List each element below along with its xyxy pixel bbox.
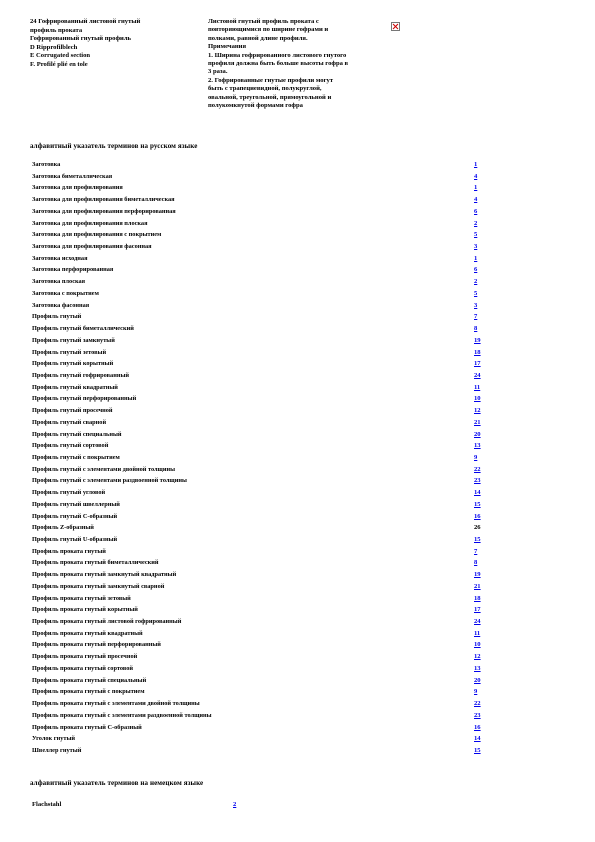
definition-line: полукомкнутой формами гофра xyxy=(208,102,303,110)
index-term: Профиль гнутый гофрированный xyxy=(32,371,129,379)
index-row xyxy=(30,570,490,582)
index-row xyxy=(30,594,490,606)
definition-line: Примечания xyxy=(208,43,247,51)
index-row xyxy=(30,652,490,664)
index-page-link[interactable]: 6 xyxy=(474,207,478,215)
term-name-line: 24 Гофрированный листовой гнутый xyxy=(30,18,141,25)
term-name-line: D Ripprofilblech xyxy=(30,43,78,51)
index-row xyxy=(30,254,490,266)
index-term: Профиль проката гнутый xyxy=(32,547,106,555)
index-row xyxy=(30,207,490,219)
definition-line: повторяющимися по ширине гофрами и xyxy=(208,26,329,34)
index-page-link[interactable]: 2 xyxy=(474,219,478,227)
index-row xyxy=(30,172,490,184)
index-term: Заготовка xyxy=(32,161,61,168)
index-page-link[interactable]: 17 xyxy=(474,606,481,614)
index-row xyxy=(30,195,490,207)
definition-line: овальной, треугольной, прямоугольной и xyxy=(208,93,332,101)
index-term: Профиль гнутый просечной xyxy=(32,407,113,415)
index-term: Профиль проката гнутый биметаллический xyxy=(32,559,159,567)
index-row xyxy=(30,383,490,395)
index-page-link[interactable]: 10 xyxy=(474,641,481,649)
index-row xyxy=(30,699,490,711)
index-term: Заготовка перфорированная xyxy=(32,266,114,274)
index-page-link[interactable]: 19 xyxy=(474,336,481,344)
index-row xyxy=(30,371,490,383)
definition-line: Листовой гнутый профиль проката с xyxy=(208,18,319,25)
index-row xyxy=(30,488,490,500)
index-term: Профиль проката гнутый с элементами двойной толщины xyxy=(32,700,200,708)
term-entry xyxy=(30,18,570,136)
index-row xyxy=(30,219,490,231)
index-row xyxy=(30,523,490,535)
term-name-line: Гофрированный гнутый профиль xyxy=(30,35,132,43)
index-ru-table xyxy=(30,160,490,758)
index-page-link[interactable]: 15 xyxy=(474,536,481,543)
index-page-link[interactable]: 6 xyxy=(474,266,478,274)
index-term: Заготовка плоская xyxy=(32,278,86,286)
index-term: Профиль проката гнутый корытный xyxy=(32,606,138,614)
index-term: Профиль проката гнутый квадратный xyxy=(32,629,143,637)
index-row xyxy=(30,324,490,336)
index-page-link[interactable]: 24 xyxy=(474,371,481,379)
index-term: Заготовка исходная xyxy=(32,254,88,262)
index-page-link[interactable]: 3 xyxy=(474,301,478,309)
index-page-link[interactable]: 5 xyxy=(474,289,478,297)
index-ru-heading: алфавитный указатель терминов на русском языке xyxy=(30,142,198,150)
index-term: Заготовка для профилирования плоская xyxy=(32,219,148,227)
index-row xyxy=(30,406,490,418)
index-row xyxy=(30,512,490,524)
index-term: Профиль гнутый с элементами раздвоенной толщины xyxy=(32,477,187,485)
index-row xyxy=(30,242,490,254)
index-page-link[interactable]: 20 xyxy=(474,430,481,438)
index-row xyxy=(30,441,490,453)
index-term: Заготовка для профилирования xyxy=(32,184,123,192)
index-page-link[interactable]: 23 xyxy=(474,477,481,485)
index-term: Профиль гнутый зетовый xyxy=(32,348,107,356)
term-entry-definition xyxy=(208,18,390,110)
index-page-link[interactable]: 3 xyxy=(474,243,478,251)
index-term: Профиль проката гнутый С-образный xyxy=(32,723,142,731)
index-page-link[interactable]: 1 xyxy=(474,254,478,262)
index-row xyxy=(30,723,490,735)
index-page-link[interactable]: 24 xyxy=(474,618,481,626)
index-page-link[interactable]: 19 xyxy=(474,571,481,579)
index-page-link[interactable]: 4 xyxy=(474,172,478,180)
index-term: Заготовка для профилирования перфорированная xyxy=(32,207,176,215)
definition-line: 2. Гофрированные гнутые профили могут xyxy=(208,76,334,84)
index-row xyxy=(30,676,490,688)
index-row xyxy=(30,348,490,360)
index-page-link[interactable]: 10 xyxy=(474,395,481,403)
term-name-line: E Corrugated section xyxy=(30,52,91,60)
index-term: Профиль гнутый замкнутый xyxy=(32,336,115,344)
index-page-link[interactable]: 1 xyxy=(474,184,478,192)
index-term: Заготовка с покрытием xyxy=(32,289,99,297)
index-de-heading: алфавитный указатель терминов на немецком языке xyxy=(30,779,204,787)
index-term: Профиль проката гнутый зетовый xyxy=(32,594,131,602)
index-row xyxy=(30,465,490,477)
index-page-link[interactable]: 4 xyxy=(474,196,478,204)
index-page-link[interactable]: 21 xyxy=(474,418,481,426)
index-row xyxy=(30,183,490,195)
index-term: Уголок гнутый xyxy=(32,735,76,743)
index-term: Швеллер гнутый xyxy=(32,746,82,754)
index-term: Профиль гнутый с элементами двойной толщины xyxy=(32,465,176,473)
index-page-link[interactable]: 9 xyxy=(474,688,478,696)
index-row xyxy=(30,230,490,242)
index-term: Профиль гнутый перфорированный xyxy=(32,395,137,403)
index-page-link[interactable]: 15 xyxy=(474,500,481,508)
index-page-link[interactable]: 23 xyxy=(474,711,481,719)
index-page-link[interactable]: 7 xyxy=(474,547,478,555)
index-page-link[interactable]: 13 xyxy=(474,664,481,672)
index-row xyxy=(30,500,490,512)
term-name-line: профиль проката xyxy=(30,26,83,34)
index-row xyxy=(30,453,490,465)
index-term: Заготовка для профилирования с покрытием xyxy=(32,231,162,239)
index-page-link[interactable]: 17 xyxy=(474,360,481,368)
broken-image-icon xyxy=(391,22,400,31)
index-term: Профиль гнутый С-образный xyxy=(32,512,118,520)
index-page-link[interactable]: 20 xyxy=(474,676,481,684)
index-term: Заготовка фасонная xyxy=(32,301,90,309)
index-term: Профиль проката гнутый просечной xyxy=(32,653,138,661)
index-term: Профиль проката гнутый листовой гофрированный xyxy=(32,618,182,626)
index-page-link[interactable]: 11 xyxy=(474,383,481,391)
index-term: Заготовка для профилирования фасонная xyxy=(32,243,152,251)
index-row xyxy=(30,711,490,723)
index-row xyxy=(30,430,490,442)
index-term: Профиль гнутый биметаллический xyxy=(32,325,134,333)
index-page-link[interactable]: 22 xyxy=(474,465,481,473)
index-term: Профиль проката гнутый с элементами раздвоенной толщины xyxy=(32,711,212,719)
definition-line: профиля должна быть больше высоты гофра в xyxy=(208,60,349,68)
index-term: Профиль гнутый сортовой xyxy=(32,442,109,450)
index-row xyxy=(30,535,490,547)
index-row xyxy=(30,746,490,758)
definition-line: полками, равной длине профиля. xyxy=(208,34,308,42)
index-page-link[interactable]: 22 xyxy=(474,700,481,708)
term-name-line: F. Profilé plié en tole xyxy=(30,60,88,68)
index-de-term: Flachstahl xyxy=(32,801,62,808)
index-page-link[interactable]: 5 xyxy=(474,231,478,239)
index-page-link[interactable]: 7 xyxy=(474,313,478,321)
index-row xyxy=(30,336,490,348)
index-page-link[interactable]: 1 xyxy=(474,161,478,168)
index-page-number: 26 xyxy=(474,524,481,532)
definition-line: 1. Ширина гофрированного листового гнутого xyxy=(208,51,347,59)
index-row xyxy=(30,664,490,676)
index-row xyxy=(30,312,490,324)
index-row xyxy=(30,547,490,559)
index-term: Заготовка биметаллическая xyxy=(32,172,113,180)
index-row xyxy=(30,359,490,371)
definition-line: быть с трапециевидной, полукруглой, xyxy=(208,85,322,93)
index-row xyxy=(30,160,490,172)
index-row xyxy=(30,617,490,629)
index-page-link[interactable]: 16 xyxy=(474,512,481,520)
index-term: Профиль проката гнутый перфорированный xyxy=(32,641,161,649)
index-row xyxy=(30,734,490,746)
index-term: Профиль гнутый угловой xyxy=(32,489,106,497)
index-term: Заготовка для профилирования биметаллическая xyxy=(32,196,175,204)
index-row xyxy=(30,640,490,652)
index-row xyxy=(30,605,490,617)
index-term: Профиль проката гнутый с покрытием xyxy=(32,688,145,696)
index-page-link[interactable]: 18 xyxy=(474,348,481,356)
index-row xyxy=(30,418,490,430)
term-entry-names xyxy=(30,18,200,70)
index-row xyxy=(30,476,490,488)
index-page-link[interactable]: 12 xyxy=(474,407,481,415)
index-row xyxy=(30,629,490,641)
index-term: Профиль гнутый с покрытием xyxy=(32,453,120,461)
index-page-link[interactable]: 18 xyxy=(474,594,481,602)
index-page-link[interactable]: 21 xyxy=(474,582,481,590)
index-page-link[interactable]: 8 xyxy=(474,325,478,333)
index-page-link[interactable]: 15 xyxy=(474,746,481,754)
index-row xyxy=(30,265,490,277)
index-page-link[interactable]: 13 xyxy=(474,442,481,450)
index-term: Профиль гнутый квадратный xyxy=(32,383,118,391)
index-page-link[interactable]: 14 xyxy=(474,489,481,497)
index-row xyxy=(30,394,490,406)
index-page-link[interactable]: 9 xyxy=(474,453,478,461)
index-row xyxy=(30,582,490,594)
index-page-link[interactable]: 2 xyxy=(474,278,478,286)
index-term: Профиль проката гнутый специальный xyxy=(32,676,147,684)
index-term: Профиль гнутый U-образный xyxy=(32,536,118,543)
index-row xyxy=(30,687,490,699)
index-term: Профиль гнутый сварной xyxy=(32,418,107,426)
index-term: Профиль гнутый швеллерный xyxy=(32,500,120,508)
index-page-link[interactable]: 11 xyxy=(474,629,481,637)
index-page-link[interactable]: 8 xyxy=(474,559,478,567)
index-term: Профиль проката гнутый сортовой xyxy=(32,664,134,672)
index-term: Профиль гнутый xyxy=(32,313,82,321)
index-term: Профиль гнутый корытный xyxy=(32,360,114,368)
index-row xyxy=(30,558,490,570)
index-page-link[interactable]: 14 xyxy=(474,735,481,743)
index-row xyxy=(30,301,490,313)
index-term: Профиль Z-образный xyxy=(32,524,94,532)
index-row xyxy=(30,289,490,301)
index-page-link[interactable]: 12 xyxy=(474,653,481,661)
definition-line: 3 раза. xyxy=(208,68,228,76)
index-de-page-link[interactable]: 2 xyxy=(233,801,237,808)
index-page-link[interactable]: 16 xyxy=(474,723,481,731)
index-term: Профиль проката гнутый замкнутый сварной xyxy=(32,582,165,590)
index-term: Профиль гнутый специальный xyxy=(32,430,122,438)
index-term: Профиль проката гнутый замкнутый квадратный xyxy=(32,571,177,579)
index-row xyxy=(30,277,490,289)
index-de-row xyxy=(32,801,292,811)
